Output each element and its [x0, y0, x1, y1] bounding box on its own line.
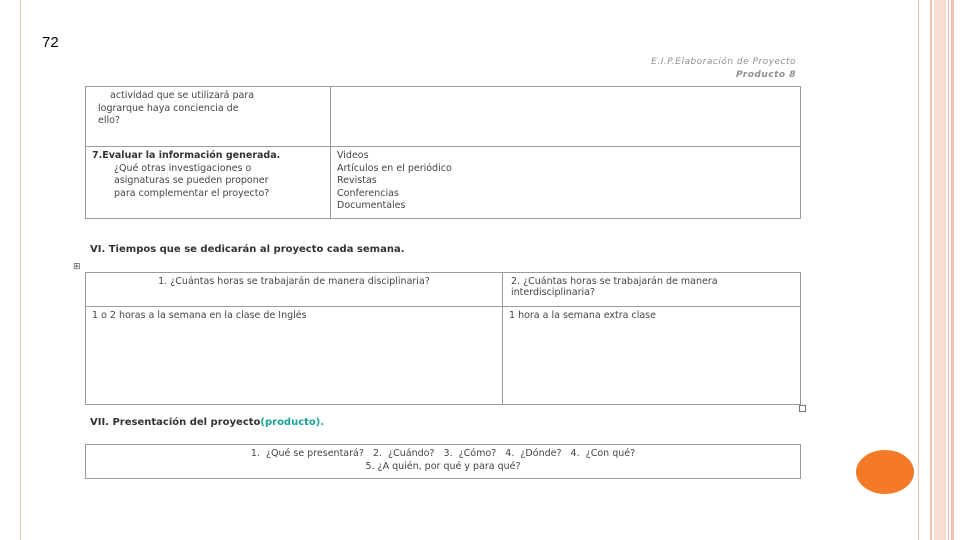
answer-disciplinary-hours: 1 o 2 horas a la semana en la clase de Inglés	[86, 307, 503, 405]
resource-item: Documentales	[337, 200, 406, 211]
answer-interdisciplinary-hours: 1 hora a la semana extra clase	[503, 307, 801, 405]
page-number: 72	[42, 34, 59, 51]
presentation-questions-line: 1. ¿Qué se presentará? 2. ¿Cuándo? 3. ¿Cómo? 4. ¿Dónde? 4. ¿Con qué?	[250, 448, 636, 459]
right-decorative-stripes	[918, 0, 960, 540]
document-header-title: E.I.P.Elaboración de Proyecto	[651, 57, 796, 67]
left-border-rule	[20, 0, 21, 540]
resource-item: Revistas	[337, 175, 377, 186]
table1-row1-right	[331, 87, 801, 147]
table1-row2-right	[331, 147, 801, 219]
resource-item: Videos	[337, 150, 369, 161]
evaluate-info-line: asignaturas se pueden proponer	[114, 175, 269, 186]
orange-circle-decoration	[856, 450, 914, 494]
question-disciplinary-hours: 1. ¿Cuántas horas se trabajarán de manera disciplinaria?	[86, 273, 503, 307]
evaluation-table	[85, 86, 801, 219]
question-interdisciplinary-hours: 2. ¿Cuántas horas se trabajarán de manera interdisciplinaria?	[503, 273, 801, 307]
table1-row2-left	[86, 147, 331, 219]
resource-item: Artículos en el periódico	[337, 162, 452, 174]
presentation-questions-line: 5. ¿A quién, por qué y para qué?	[365, 460, 521, 472]
evaluate-info-title: 7.Evaluar la información generada.	[92, 150, 281, 161]
section-seven-title-main: VII. Presentación del proyecto	[90, 417, 261, 428]
presentation-questions	[86, 445, 801, 479]
table1-row1-line: lograrque haya conciencia de	[98, 102, 239, 114]
document-header-subtitle: Producto 8	[735, 70, 796, 80]
evaluate-info-line: ¿Qué otras investigaciones o	[114, 162, 252, 174]
section-seven-title-highlight: (producto).	[260, 417, 325, 428]
section-six-title: VI. Tiempos que se dedicarán al proyecto cada semana.	[90, 244, 405, 255]
weekly-time-table	[85, 272, 801, 405]
resource-item: Conferencias	[337, 187, 399, 199]
presentation-table	[85, 444, 801, 479]
table1-row1-left	[86, 87, 331, 147]
table-move-handle-icon[interactable]: ⊞	[73, 262, 81, 272]
evaluate-info-line: para complementar el proyecto?	[114, 187, 270, 199]
table-resize-handle[interactable]	[799, 405, 806, 412]
table1-row1-line: actividad que se utilizará para	[110, 90, 255, 101]
table1-row1-line: ello?	[98, 115, 120, 126]
section-seven-title	[90, 417, 324, 428]
